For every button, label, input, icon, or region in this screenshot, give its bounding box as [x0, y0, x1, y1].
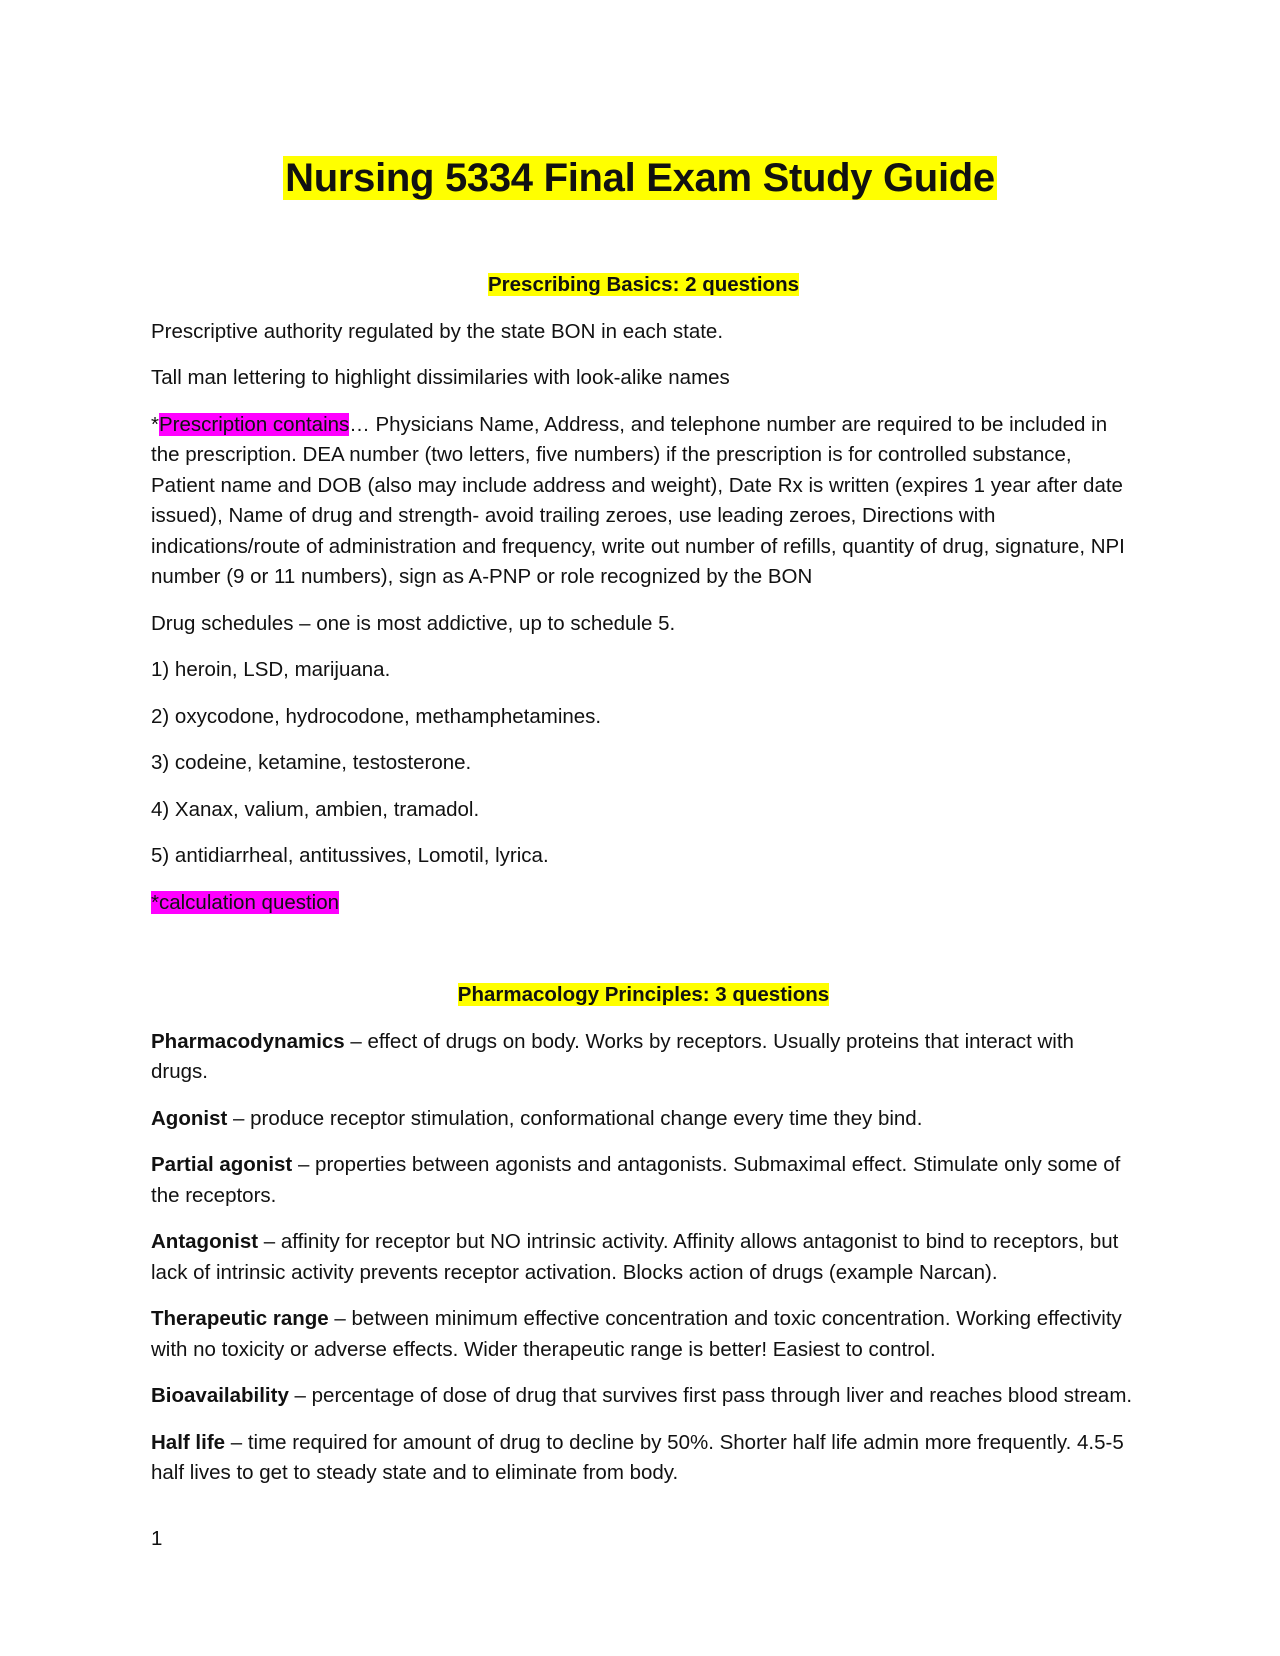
section-heading-pharmacology — [151, 980, 1136, 1011]
section-spacer — [151, 934, 1136, 980]
page-number: 1 — [151, 1527, 163, 1550]
term-bioavailability — [151, 1381, 1136, 1412]
term-pharmacodynamics — [151, 1027, 1136, 1088]
paragraph-calculation-question — [151, 888, 1136, 919]
term-definition: – properties between agonists and antagonists. Submaximal effect. Stimulate only some of the receptors. — [151, 1153, 1121, 1207]
schedule-item-5: 5) antidiarrheal, antitussives, Lomotil, lyrica. — [151, 844, 549, 867]
term-therapeutic-range — [151, 1304, 1136, 1365]
term-definition: – between minimum effective concentration and toxic concentration. Working effectivity with no toxicity or adverse effects. Wider therapeutic range is better! Easiest to control. — [151, 1307, 1122, 1361]
term-agonist — [151, 1104, 1136, 1135]
schedule-item-4: 4) Xanax, valium, ambien, tramadol. — [151, 797, 480, 821]
term-label: Therapeutic range — [151, 1307, 329, 1330]
term-label: Antagonist — [151, 1230, 259, 1253]
section-heading-pharmacology-text: Pharmacology Principles: 3 questions — [457, 983, 830, 1006]
highlight-calculation-question: *calculation question — [151, 890, 340, 914]
term-definition: – produce receptor stimulation, conformational change every time they bind. — [227, 1106, 923, 1130]
paragraph-drug-schedules: Drug schedules – one is most addictive, up to schedule 5. — [151, 611, 676, 635]
document-body — [151, 270, 1136, 1505]
paragraph-prescription-contains — [151, 410, 1136, 593]
section-heading-prescribing — [151, 270, 1136, 301]
term-label: Bioavailability — [151, 1384, 289, 1407]
term-label: Half life — [151, 1430, 226, 1454]
document-title-text: Nursing 5334 Final Exam Study Guide — [285, 156, 995, 200]
schedule-item-1: 1) heroin, LSD, marijuana. — [151, 658, 391, 681]
term-label: Partial agonist — [151, 1153, 293, 1176]
schedule-item-2: 2) oxycodone, hydrocodone, methamphetamines. — [151, 704, 602, 728]
term-label: Pharmacodynamics — [151, 1029, 345, 1053]
term-definition: – time required for amount of drug to decline by 50%. Shorter half life admin more frequently. 4.5-5 half lives to get to steady state and to eliminate from body. — [151, 1430, 1124, 1484]
highlight-prescription-contains: Prescription contains — [158, 412, 350, 436]
term-partial-agonist — [151, 1150, 1136, 1211]
term-definition: – percentage of dose of drug that survives first pass through liver and reaches blood stream. — [288, 1384, 1133, 1407]
term-label: Agonist — [151, 1106, 228, 1130]
asterisk: * — [151, 412, 159, 436]
term-antagonist — [151, 1227, 1136, 1288]
paragraph-tall-man-lettering: Tall man lettering to highlight dissimilaries with look-alike names — [151, 366, 730, 389]
term-definition: – affinity for receptor but NO intrinsic activity. Affinity allows antagonist to bind to receptors, but lack of intrinsic activity prevents receptor activation. Blocks action of drugs (example Narcan). — [151, 1230, 1119, 1284]
prescription-contains-details: … Physicians Name, Address, and telephone number are required to be included in the prescription. DEA number (two letters, five numbers) if the prescription is for controlled substance, Patient name and DOB (also may include address and weight), Date Rx is written (expires 1 year after date issued), Name of drug and strength- avoid trailing zeroes, use leading zeroes, Directions with indications/route of administration and frequency, write out number of refills, quantity of drug, signature, NPI number (9 or 11 numbers), sign as A-PNP or role recognized by the BON — [151, 412, 1125, 588]
document-title — [0, 150, 1280, 206]
term-definition: – effect of drugs on body. Works by receptors. Usually proteins that interact with drugs. — [151, 1029, 1074, 1083]
paragraph-prescriptive-authority: Prescriptive authority regulated by the state BON in each state. — [151, 319, 724, 343]
term-half-life — [151, 1428, 1136, 1489]
schedule-item-3: 3) codeine, ketamine, testosterone. — [151, 751, 472, 774]
section-heading-prescribing-text: Prescribing Basics: 2 questions — [487, 273, 800, 296]
